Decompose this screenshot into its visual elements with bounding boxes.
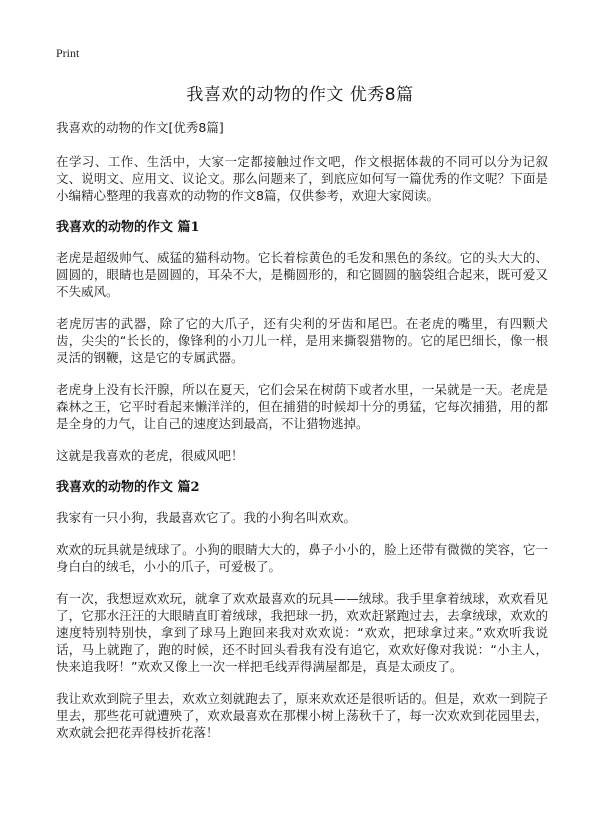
page-title: 我喜欢的动物的作文 优秀8篇 [186,85,414,105]
article-body [56,120,548,756]
section-paragraph: 老虎是超级帅气、威猛的猫科动物。它长着棕黄色的毛发和黑色的条纹。它的头大大的、圆圆的，眼睛也是圆圆的，耳朵不大，是椭圆形的，和它圆圆的脑袋组合起来，既可爱又不失威风。 [56,250,548,299]
section-paragraph: 老虎厉害的武器，除了它的大爪子，还有尖利的牙齿和尾巴。在老虎的嘴里，有四颗犬齿，尖尖的“长长的，像锋利的小刀儿一样，是用来撕裂猎物的。它的尾巴细长，像一根灵活的钢鞭，这是它的专属武器。 [56,316,548,365]
print-label: Print [56,46,80,60]
section-paragraph: 老虎身上没有长汗腺，所以在夏天，它们会呆在树荫下或者水里，一呆就是一天。老虎是森林之王，它平时看起来懒洋洋的，但在捕猎的时候却十分的勇猛，它每次捕猎，用的都是全身的力气，让自己的速度达到最高，不让猎物逃掉。 [56,382,548,431]
article-subtitle: 我喜欢的动物的作文[优秀8篇] [56,120,224,135]
section-paragraph: 我家有一只小狗，我最喜欢它了。我的小狗名叫欢欢。 [56,510,357,525]
intro-paragraph: 在学习、工作、生活中，大家一定都接触过作文吧，作文根据体裁的不同可以分为记叙文、说明文、应用文、议论文。那么问题来了，到底应如何写一篇优秀的作文呢？下面是小编精心整理的我喜欢的动物的作文8篇，仅供参考，欢迎大家阅读。 [56,154,548,203]
section-heading: 我喜欢的动物的作文 篇2 [56,480,200,495]
section-paragraph: 欢欢的玩具就是绒球了。小狗的眼睛大大的，鼻子小小的，脸上还带有微微的笑容，它一身白白的绒毛，小小的爪子，可爱极了。 [56,542,548,574]
section-1 [56,219,548,464]
section-heading: 我喜欢的动物的作文 篇1 [56,220,200,235]
section-paragraph: 有一次，我想逗欢欢玩，就拿了欢欢最喜欢的玩具——绒球。我手里拿着绒球，欢欢看见了，它那水汪汪的大眼睛直盯着绒球，我把球一扔，欢欢赶紧跑过去，去拿绒球，欢欢的速度特别特别快，拿到了球马上跑回来我对欢欢说：“欢欢，把球拿过来。”欢欢听我说话，马上就跑了，跑的时候，还不时回头看我有没有追它，欢欢好像对我说：“小主人，快来追我呀！”欢欢又像上一次一样把毛线弄得满屋都是，真是太顽皮了。 [56,591,548,674]
section-paragraph: 这就是我喜欢的老虎，很威风吧！ [56,448,244,463]
section-paragraph: 我让欢欢到院子里去，欢欢立刻就跑去了，原来欢欢还是很听话的。但是，欢欢一到院子里去，那些花可就遭殃了，欢欢最喜欢在那棵小树上荡秋千了，每一次欢欢到花园里去，欢欢就会把花弄得枝折花落！ [56,691,548,740]
section-2 [56,479,548,741]
